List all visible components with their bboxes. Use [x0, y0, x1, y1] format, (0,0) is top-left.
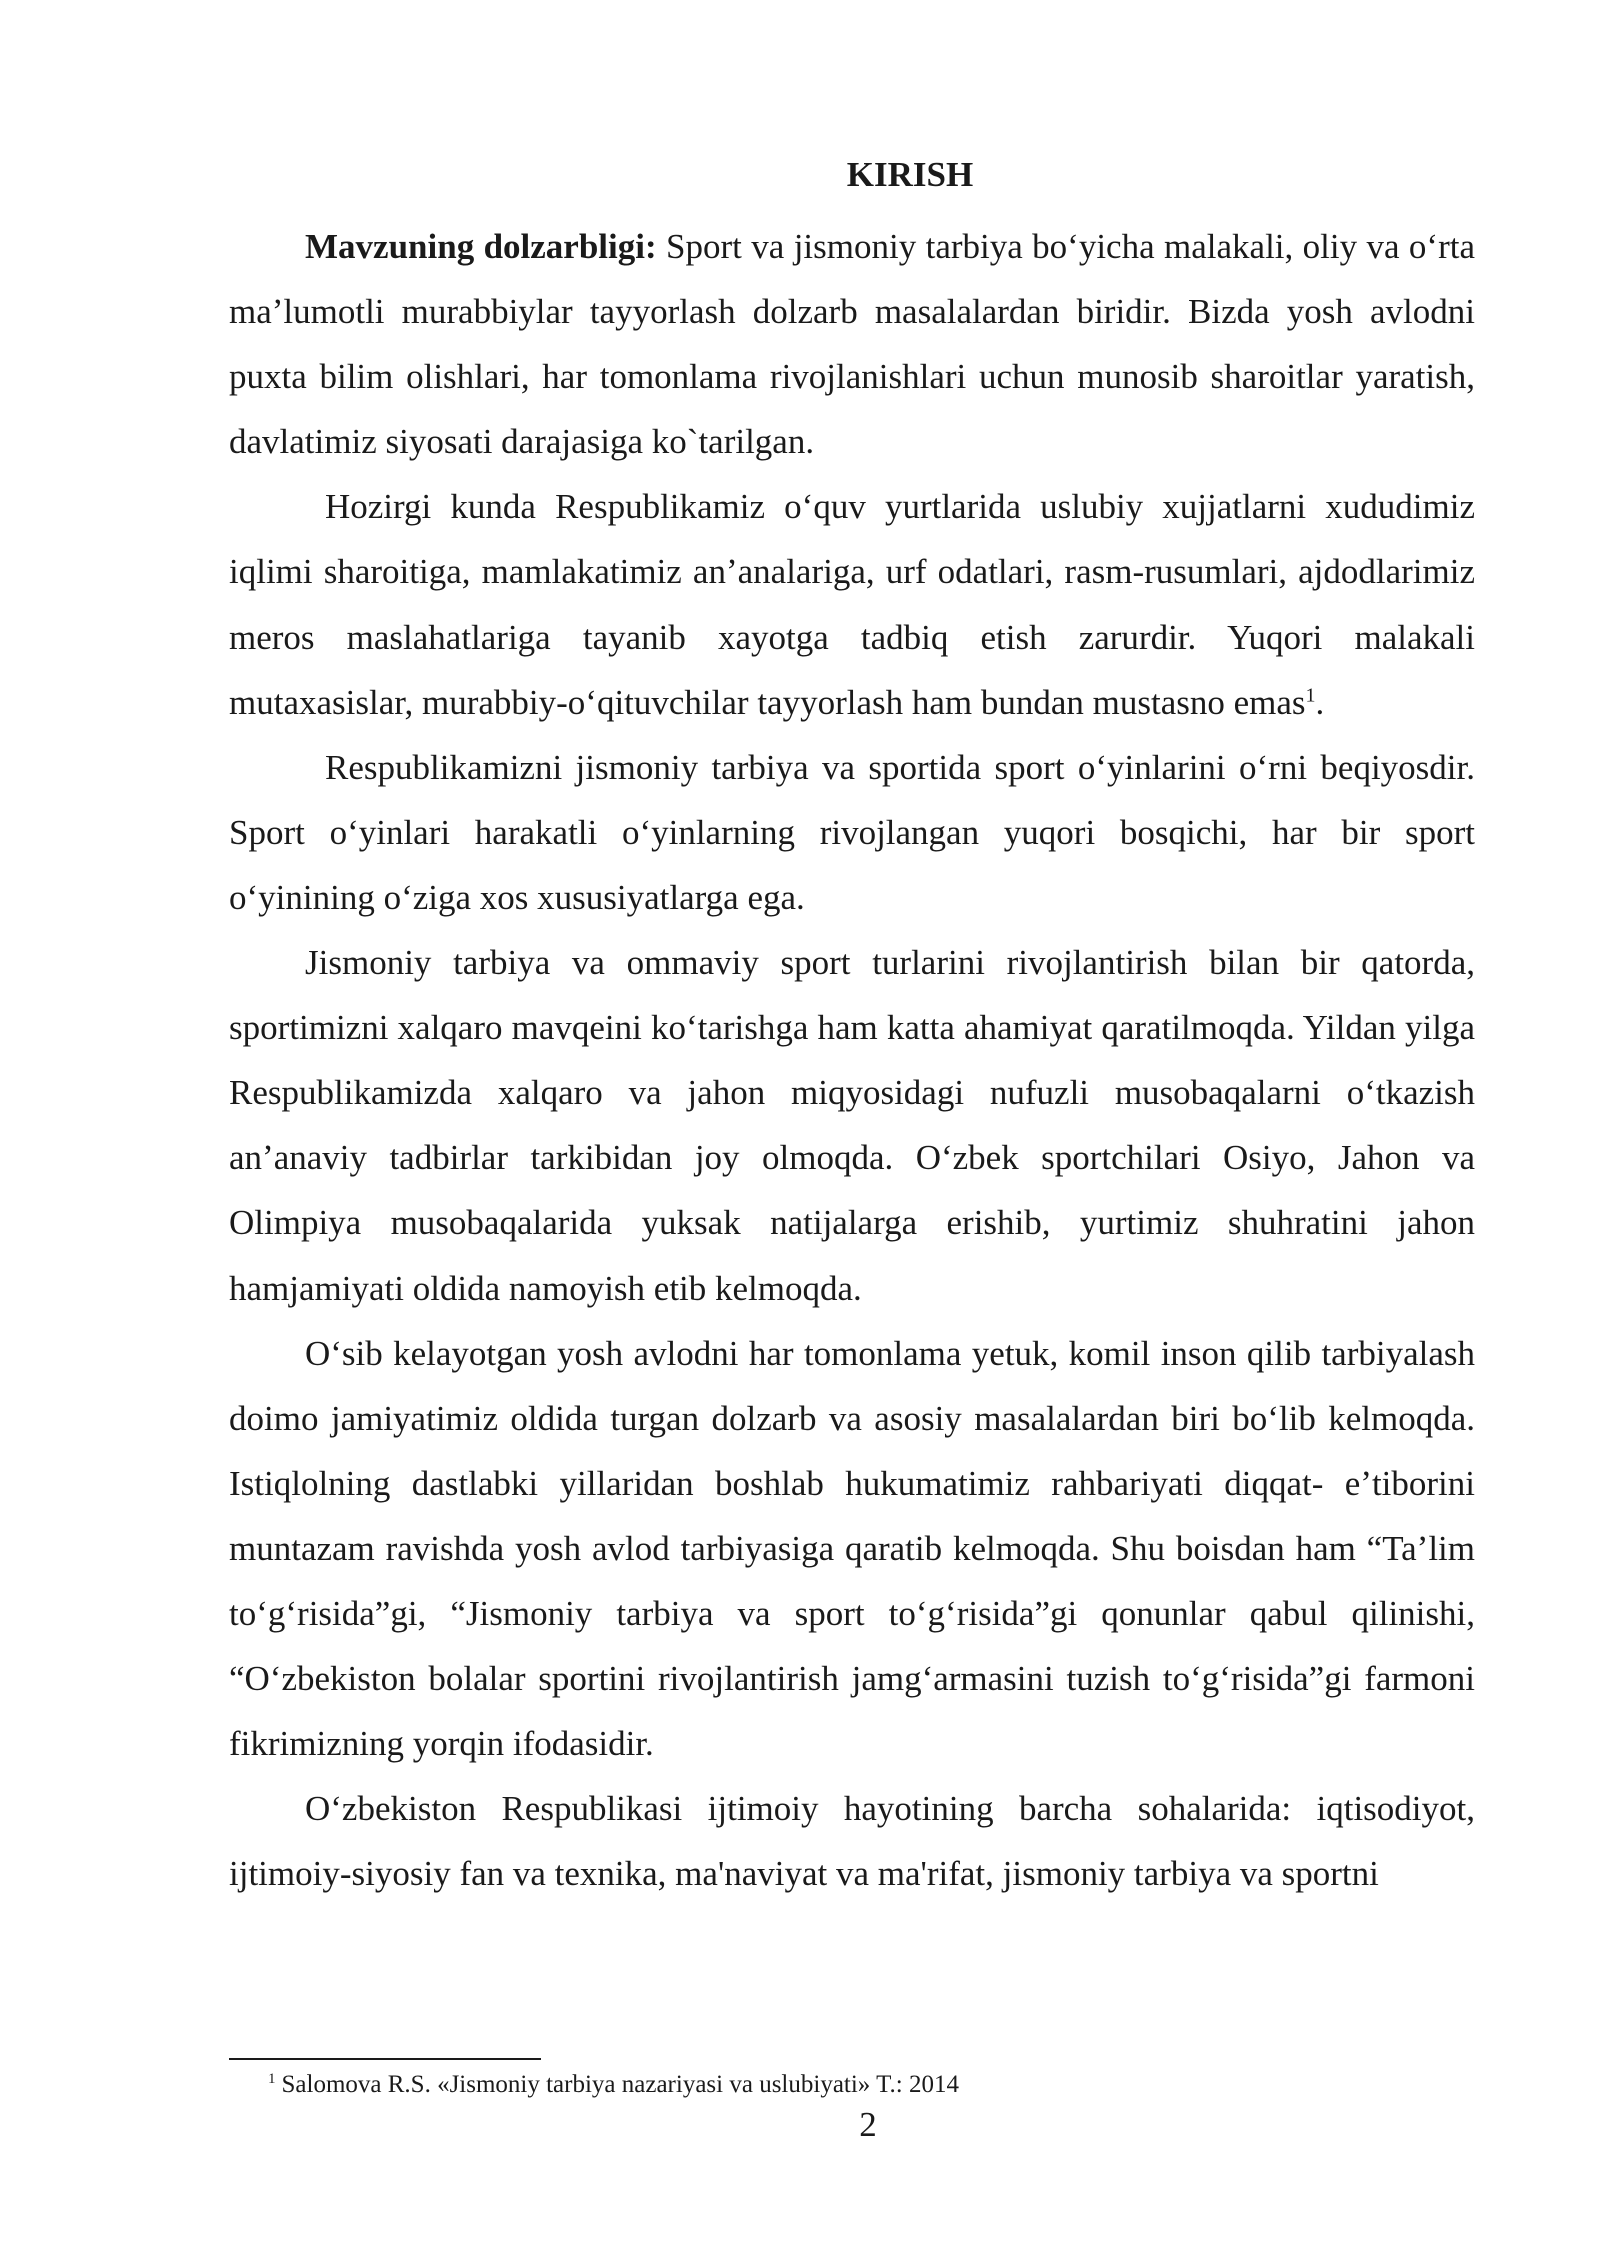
paragraph-mass-sport	[229, 930, 1475, 1321]
paragraph-lead: Mavzuning dolzarbligi:	[305, 227, 657, 266]
paragraph-text: Oʻsib kelayotgan yosh avlodni har tomonlama yetuk, komil inson qilib tarbiyalash doimo jamiyatimiz oldida turgan dolzarb va asosiy masalalardan biri boʻlib kelmoqda. Istiqlolning dastlabki yillaridan boshlab hukumatimiz rahbariyati diqqat- eʼtiborini muntazam ravishda yosh avlod tarbiyasiga qaratib kelmoqda. Shu boisdan ham “Taʼlim toʻgʻrisida”gi, “Jismoniy tarbiya va sport toʻgʻrisida”gi qonunlar qabul qilinishi, “Oʻzbekiston bolalar sportini rivojlantirish jamgʻarmasini tuzish toʻgʻrisida”gi farmoni fikrimizning yorqin ifodasidir.	[229, 1333, 1475, 1764]
body-text	[229, 214, 1475, 1906]
paragraph-republic-life	[229, 1776, 1475, 1906]
paragraph-youth-education	[229, 1321, 1475, 1777]
paragraph-sport-games	[229, 735, 1475, 930]
paragraph-text: Hozirgi kunda Respublikamiz oʻquv yurtlarida uslubiy xujjatlarni xududimiz iqlimi sharoitiga, mamlakatimiz anʼanalariga, urf odatlari, rasm-rusumlari, ajdodlarimiz meros maslahatlariga tayanib xayotga tadbiq etish zarurdir. Yuqori malakali mutaxasislar, murabbiy-oʻqituvchilar tayyorlash ham bundan mustasno emas	[229, 487, 1475, 722]
paragraph-text: Sport va jismoniy tarbiya boʻyicha malakali, oliy va oʻrta maʼlumotli murabbiylar tayyorlash dolzarb masalalardan biridir. Bizda yosh avlodni puxta bilim olishlari, har tomonlama rivojlanishlari uchun munosib sharoitlar yaratish, davlatimiz siyosati darajasiga ko`tarilgan.	[229, 227, 1475, 462]
paragraph-text: Jismoniy tarbiya va ommaviy sport turlarini rivojlantirish bilan bir qatorda, sportimizni xalqaro mavqeini koʻtarishga ham katta ahamiyat qaratilmoqda. Yildan yilga Respublikamizda xalqaro va jahon miqyosidagi nufuzli musobaqalarni oʻtkazish anʼanaviy tadbirlar tarkibidan joy olmoqda. Oʻzbek sportchilari Osiyo, Jahon va Olimpiya musobaqalarida yuksak natijalarga erishib, yurtimiz shuhratini jahon hamjamiyati oldida namoyish etib kelmoqda.	[229, 943, 1475, 1308]
footnote-number: 1	[268, 2070, 276, 2087]
footnote-text: Salomova R.S. «Jismoniy tarbiya nazariyasi va uslubiyati» T.: 2014	[281, 2071, 959, 2098]
paragraph-current-state	[229, 474, 1475, 734]
footnote	[268, 2068, 959, 2102]
paragraph-text: Oʻzbekiston Respublikasi ijtimoiy hayotining barcha sohalarida: iqtisodiyot, ijtimoiy-siyosiy fan va texnika, ma'naviyat va ma'rifat, jismoniy tarbiya va sportni	[229, 1789, 1475, 1894]
paragraph-text-tail: .	[1315, 682, 1325, 722]
page-number: 2	[859, 2105, 877, 2144]
footnote-separator	[229, 2058, 541, 2060]
section-heading: KIRISH	[846, 155, 974, 194]
paragraph-text: Respublikamizni jismoniy tarbiya va sportida sport oʻyinlarini oʻrni beqiyosdir. Sport oʻyinlari harakatli oʻyinlarning rivojlangan yuqori bosqichi, har bir sport oʻyinining oʻziga xos xususiyatlarga ega.	[229, 747, 1475, 917]
paragraph-relevance	[229, 214, 1475, 474]
footnote-reference[interactable]: 1	[1305, 684, 1316, 706]
